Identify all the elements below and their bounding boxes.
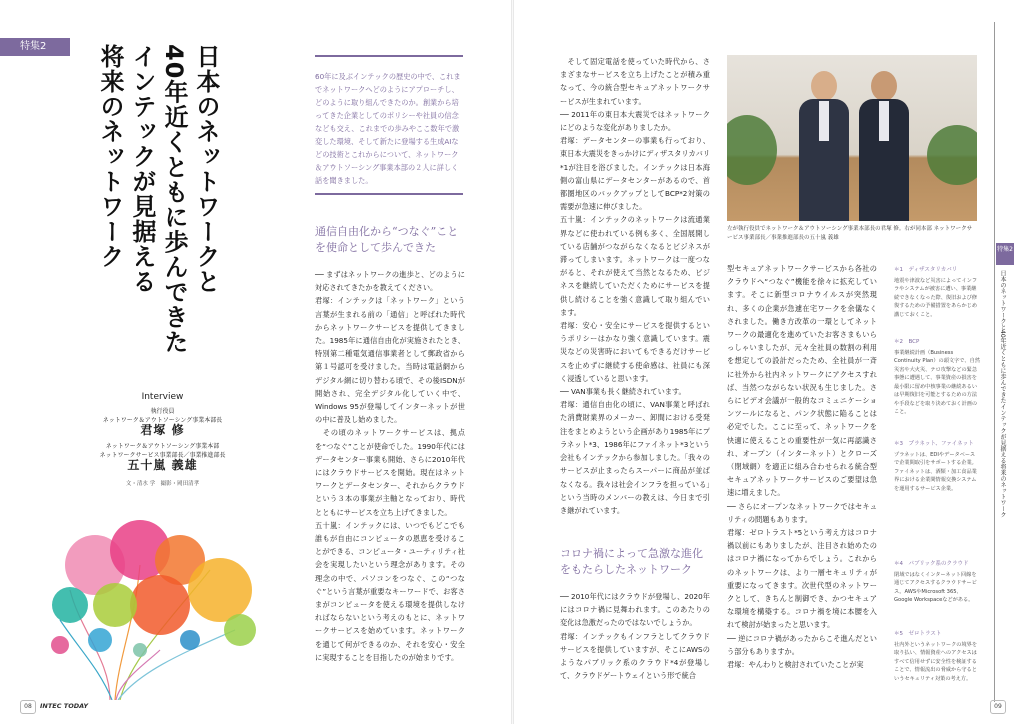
left-page-number: 08 (20, 700, 36, 714)
lead-bottom-rule (315, 193, 463, 195)
interviewees-photo (727, 55, 977, 221)
note-4 (894, 560, 980, 605)
title-line-3: インテックが見据える (128, 44, 156, 294)
interview-label: Interview (141, 392, 184, 402)
credit-line: 文・清水 学 撮影・岡田清孝 (125, 481, 200, 487)
column-3: 型セキュアネットワークサービスから各社のクラウドへ“つなぐ”機能を徐々に拡充しています。そこに新型コロナウイルスが突然現れ、多くの企業が急遽在宅ワークを余儀なくされました。働き方改革の一環としてネットワークの最適化を進めていたお客さまもいらっしゃいましたが、元々全社員の数割の利用を想定しての設計だったため、全社員が一斉に社外から社内ネットワークにアクセスすれば、当然つながらない状況も生じました。さらにビデオ会議が一般的なコミュニケーションツールになると、パンク状態に陥ることは必定でした。ここに至って、ネットワークを快適に使えることの重要性が一気に再認識され、オープン（インターネット）とクローズ（閉域網）を適正に組み合わせられる統合型セキュアネットワークサービスのご要望は急速に増えました。 ── さらにオープンなネットワークではセキュリティの問題もあります。 君塚：ゼロトラスト*5という考え方はコロナ禍以前にもありましたが、注目され始めたのはコロナ禍になってからでしょう。これからのネットワークは、より一層セキュリティが重要になってきます。次世代型のネットワークとして、きちんと制御でき、かつセキュアな環境を構築する。コロナ禍を境に本腰を入れて検討が始まったと思います。 ── 逆にコロナ禍があったからこそ進んだという部分もありますか。 君塚：やんわりと検討されていたことが実 (727, 264, 877, 670)
person1-name: 君塚 修 (140, 423, 185, 437)
note-2 (894, 338, 980, 417)
person2-role: ネットワーク＆アウトソーシング事業本部 ネットワークサービス事業部長／事業推進部長 (99, 443, 226, 459)
section-tab: 特集2 (0, 38, 70, 56)
subhead-1: 通信自由化から“つなぐ”ことを使命として歩んできた (315, 225, 459, 254)
person2-name: 五十嵐 義雄 (127, 458, 198, 472)
right-page-number: 09 (990, 700, 1006, 714)
person-left (799, 71, 849, 221)
note-3-body: プラネットは、EDIやデータベースで企業間取引をサポートする企業。ファイネットは、酒類・加工食品業界における企業間情報交換システムを運用するサービス企業。 (894, 451, 977, 492)
note-2-title: ＊2 BCP (894, 339, 920, 345)
note-2-body: 事業継続計画（Business Continuity Plan）の頭文字で、自然災害や大火災、テロ攻撃などの緊急事態に遭遇して、事業資産の損害を最小限に留め中核事業の継続あるいは早期復旧を可能とするための方法や手段などを取り決めておく計画のこと。 (894, 349, 980, 415)
column-2-top: そして固定電話を使っていた時代から、さまざまなサービスを立ち上げたことが積み重なって、今の統合型セキュアネットワークサービスが生まれています。 ── 2011年の東日本大震災ではネットワークにどのような変化がありましたか。 君塚：データセンターの事業も行っており、東日本大震災をきっかけにディザスタリカバリ*1が注目を浴びました。インテックは日本海側の富山県にデータセンターがあるので、首都圏地区のバックアップとしてBCP*2対策の需要が急速に伸びました。 五十嵐：インテックのネットワークは流通業界などに使われている例も多く、全国展開している店舗がつながらなくなるとビジネスが滞ってしまいます。ネットワークは一度つながると、それが使えて当然となるため、ビジネスを継続していただくためにサービスを提供し続けることを強く意識して取り組んでいます。 君塚：安心・安全にサービスを提供するというポリシーはかなり強く意識しています。震災などの災害時においてもできるだけサービスを止めずに継続する使命感は、社員にも深く浸透していると思います。 ── VAN事業も長く継続されています。 君塚：通信自由化の頃に、VAN事業と呼ばれた消費財業界のメーカー、卸間における受発注をまとめようという企画があり1985年にプラネット*3、1986年にファイネット*3という会社もインテックから参加しました。「我々のサービスが止まったらスーパーに商品が並ばなくなる。我々は社会インフラを担っている」という当時のメンバーの教えは、今日まで引き継がれています。 (560, 57, 711, 515)
column-2-bottom: ── 2010年代にはクラウドが登場し、2020年にはコロナ禍に見舞われます。このあたりの変化は急激だったのではないでしょうか。 君塚：インテックもインフラとしてクラウドサービスを提供していますが、そこにAWSのようなパブリック系のクラウド*4が登場して、クラウドゲートウェイという形で統合 (560, 592, 710, 681)
note-5 (894, 630, 980, 683)
note-4-body: 閉域ではなくインターネット回線を通じてアクセスするクラウドサービス。AWSやMicrosoft 365、Google Workspaceなどがある。 (894, 571, 977, 603)
note-1 (894, 266, 980, 319)
title-line-1: 日本のネットワークと (192, 44, 220, 294)
interview-box (90, 392, 235, 490)
note-3-title: ＊3 プラネット、ファイネット (894, 441, 974, 447)
column-1: ── まずはネットワークの進歩と、どのように対応されてきたかを教えてください。 君塚：インテックは「ネットワーク」という言葉が生まれる前の「通信」と呼ばれた時代からネットワークサービスを提供してきました。1985年に通信自由化が実施されたとき、特別第二種電気通信事業者として郵政省から第１号認可を受けました。当時は電話網からデジタル網に切り替わる頃で、その後ISDNが開始され、完全デジタル化していく中で、Windows 95が登場してインターネットが世の中に普及し始めました。 その頃のネットワークサービスは、拠点を“つなぐ”ことが使命でした。1990年代にはデータセンター事業も開始、さらに2010年代にはクラウドサービスを開始。現在はネットワークとデータセンター、それからクラウドという３本の事業が主軸となっており、時代とともにサービスを立ち上げてきました。 五十嵐：インテックには、いつでもどこでも誰もが自由にコンピュータの恩恵を受けることができる、コンピュータ・ユーティリティ社会を実現したいという理念があります。その理念の中で、パソコンをつなぐ、この“つなぐ”という言葉が重要なキーワードで、お客さまがコンピュータを使える環境を提供しなければならないという考えのもとに、ネットワークサービスを始めています。ネットワークを通じて何ができるのか、それを安心・安全に実現することを目指したのが始まりです。 (315, 270, 465, 662)
lead-top-rule (315, 55, 463, 57)
title-line-2: 40年近くともに歩んできた (160, 44, 188, 355)
photo-caption: 左が執行役員でネットワーク＆アウトソーシング事業本部長の君塚 修。右が同本部 ネットワークサービス事業部長／事業推進部長の五十嵐 義雄 (727, 226, 973, 241)
page-gutter (511, 0, 514, 724)
note-1-body: 地震や津波など災害によってインフラやシステムが被害に遭い、事業継続できなくなった際、復旧および修復するための予備措置をあらかじめ講じておくこと。 (894, 277, 978, 318)
right-running-title: 日本のネットワークと40年近くともに歩んできたインテックが見据える将来のネットワーク (999, 270, 1006, 518)
person1-role: 執行役員 ネットワーク＆アウトソーシング事業本部長 (102, 408, 223, 424)
subhead-2: コロナ禍によって急激な進化をもたらしたネットワーク (560, 547, 703, 576)
note-5-title: ＊5 ゼロトラスト (894, 631, 942, 637)
circle-tree-illustration (40, 510, 270, 700)
note-5-body: 社内外というネットワークの境界を取り払い、情報資産へのアクセスはすべて信用せずに安全性を検証することで、情報流出の脅威から守るというセキュリティ対策の考え方。 (894, 641, 978, 682)
magazine-name: INTEC TODAY (40, 702, 89, 710)
note-1-title: ＊1 ディザスタリカバリ (894, 267, 958, 273)
note-4-title: ＊4 パブリック系のクラウド (894, 561, 969, 567)
lead-text: 60年に及ぶインテックの歴史の中で、これまでネットワークへどのようにアプローチし、どのように取り組んできたのか。創業から培ってきた企業としてのポリシーや社員の信念なども交え、これまでの歩みやここ数年で激変した環境、そして新たに登場する生成AIなどの技術とこれからについて、ネットワーク＆アウトソーシング事業本部の２人に詳しく話を聞きました。 (315, 72, 461, 185)
title-line-4: 将来のネットワーク (96, 44, 124, 269)
person-right (859, 71, 909, 221)
note-3 (894, 440, 980, 493)
right-margin-rule (994, 22, 995, 702)
right-section-tab: 特集2 (996, 243, 1014, 265)
